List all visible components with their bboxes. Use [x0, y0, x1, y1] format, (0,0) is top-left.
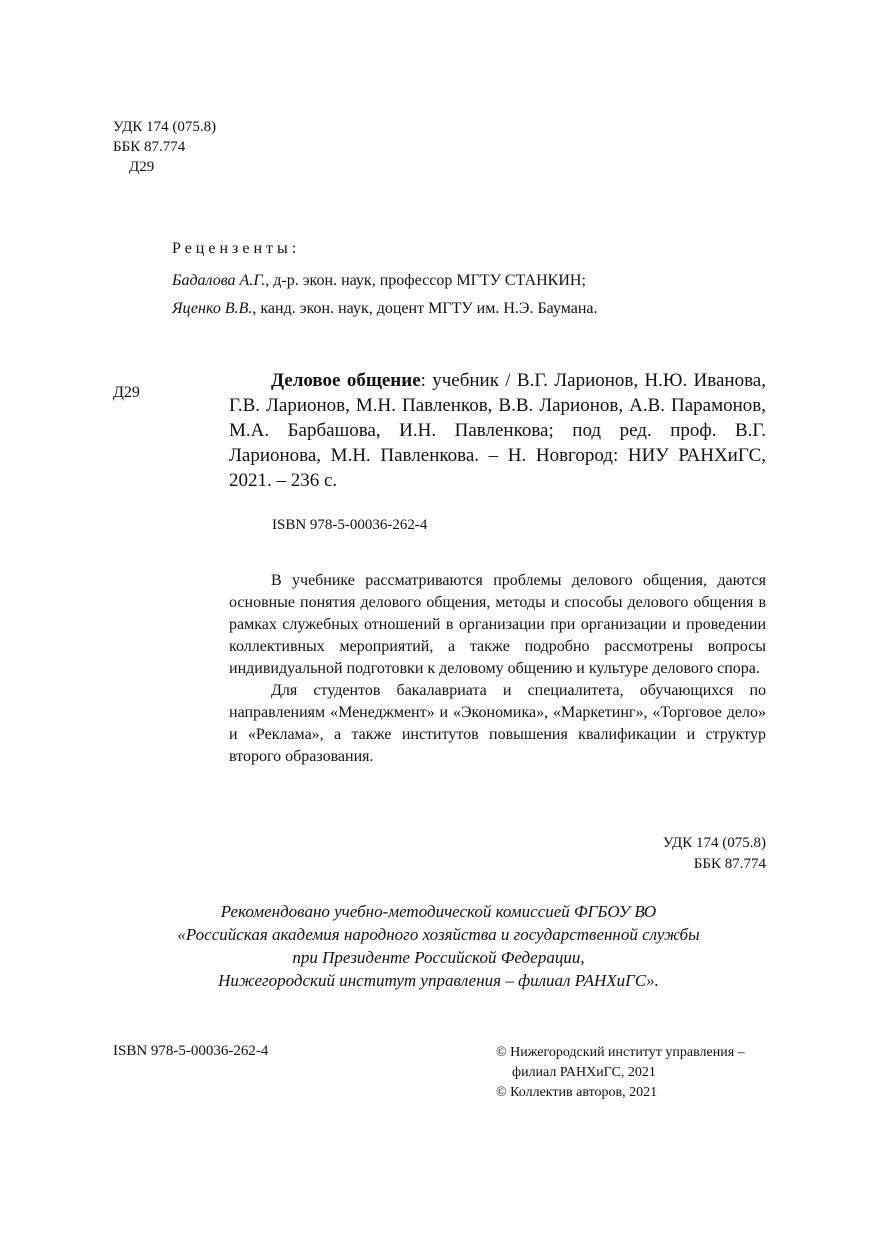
- recommendation-line-4: Нижегородский институт управления – филиал РАНХиГС».: [218, 971, 659, 990]
- author-mark-left: Д29: [113, 384, 140, 401]
- annotation-paragraph-2: Для студентов бакалавриата и специалитета, обучающихся по направлениям «Менеджмент» и «Экономика», «Маркетинг», «Торговое дело» и «Реклама», а также институтов повышения квалификации и структур второго образования.: [229, 682, 766, 765]
- reviewer-1-desc: , д-р. экон. наук, профессор МГТУ СТАНКИН;: [265, 272, 586, 289]
- recommendation-line-3: при Президенте Российской Федерации,: [292, 948, 585, 967]
- bbk-code-right: ББК 87.774: [693, 856, 766, 872]
- recommendation-line-2: «Российская академия народного хозяйства и государственной службы: [177, 925, 700, 944]
- reviewer-1-name: Бадалова А.Г.: [172, 272, 266, 289]
- annotation: [229, 570, 766, 768]
- reviewer-2-desc: , канд. экон. наук, доцент МГТУ им. Н.Э. Баумана.: [252, 300, 598, 317]
- recommendation-line-1: Рекомендовано учебно-методической комиссией ФГБОУ ВО: [220, 902, 657, 921]
- copyright-line-3: © Коллектив авторов, 2021: [496, 1085, 658, 1100]
- reviewers-heading: Рецензенты:: [172, 240, 301, 257]
- annotation-paragraph-1: В учебнике рассматриваются проблемы делового общения, даются основные понятия делового общения, методы и способы делового общения в рамках служебных отношений в организации при организации и проведении коллективных мероприятий, а также подробно рассмотрены вопросы индивидуальной подготовки к деловому общению и культуре делового спора.: [229, 572, 766, 677]
- bibliographic-details: : учебник / В.Г. Ларионов, Н.Ю. Иванова, Г.В. Ларионов, М.Н. Павленков, В.В. Ларионов, А.В. Парамонов, М.А. Барбашова, И.Н. Павленкова; под ред. проф. В.Г. Ларионова, М.Н. Павленкова. – Н. Новгород: НИУ РАНХиГС, 2021. – 236 с.: [229, 370, 766, 491]
- right-classification-codes: [663, 833, 766, 875]
- isbn-mid: ISBN 978-5-00036-262-4: [272, 517, 428, 533]
- bbk-code: ББК 87.774: [113, 139, 186, 155]
- isbn-bottom: ISBN 978-5-00036-262-4: [113, 1043, 269, 1059]
- book-title: Деловое общение: [271, 370, 421, 391]
- reviewers-block: [172, 235, 598, 323]
- copyright-line-1: © Нижегородский институт управления –: [496, 1045, 745, 1060]
- top-classification-codes: [113, 117, 216, 177]
- copyright-line-2: филиал РАНХиГС, 2021: [512, 1065, 656, 1080]
- udk-code-right: УДК 174 (075.8): [662, 835, 766, 851]
- reviewer-2: [172, 295, 598, 323]
- reviewer-1: [172, 267, 598, 295]
- bibliographic-description: [229, 368, 766, 493]
- copyright-block: [496, 1043, 745, 1103]
- reviewer-2-name: Яценко В.В.: [172, 300, 253, 317]
- udk-code: УДК 174 (075.8): [113, 119, 217, 135]
- author-mark: Д29: [129, 159, 155, 175]
- recommendation: [100, 900, 777, 992]
